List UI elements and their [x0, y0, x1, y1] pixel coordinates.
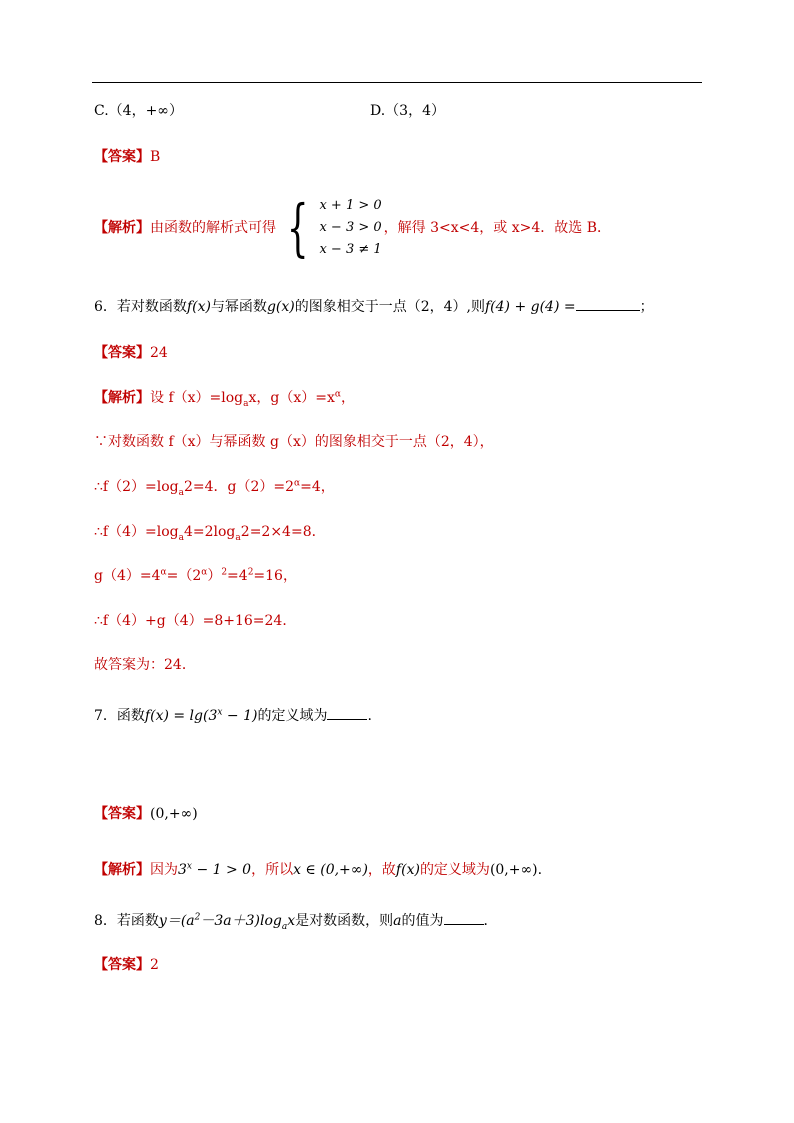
q6-analysis-line-2: ∵对数函数 f（x）与幂函数 g（x）的图象相交于一点（2，4）， [94, 434, 494, 450]
analysis-label: 【解析】 [94, 862, 150, 878]
answer-label: 【答案】 [94, 345, 150, 361]
text: =（2 [166, 568, 202, 584]
q6-blank [576, 296, 640, 311]
superscript: α [334, 389, 341, 400]
option-d: D.（3，4） [370, 103, 445, 119]
q6-analysis-line-1 [94, 388, 355, 408]
q7-stem [94, 705, 372, 726]
text: =16， [253, 568, 297, 584]
text: 设 f（x）=log [150, 390, 244, 406]
text: . [537, 862, 543, 878]
q7-member: x ∈ (0,+∞) [293, 862, 368, 878]
text: ，所以 [251, 862, 294, 878]
text: ． [483, 913, 498, 929]
text: g（4）=4 [94, 568, 161, 584]
text: ∴f（4）=log [94, 524, 179, 540]
q7-blank [327, 705, 367, 720]
superscript: 2 [247, 567, 254, 578]
q6-answer-value: 24 [150, 345, 168, 361]
q6-stem [94, 296, 654, 317]
answer-label: 【答案】 [94, 149, 150, 165]
q6-analysis-line-7: 故答案为：24． [94, 657, 196, 673]
text: 的值为 [401, 913, 444, 929]
text: − 1 > 0 [192, 862, 252, 878]
q8-answer [94, 955, 159, 975]
q6-answer [94, 343, 168, 363]
q8-answer-value: 2 [150, 957, 159, 973]
text: x，g（x）=x [248, 390, 335, 406]
text: 的定义域为 [257, 708, 328, 724]
answer-label: 【答案】 [94, 957, 150, 973]
left-brace-icon: { [286, 191, 309, 264]
text: 3 [178, 862, 187, 878]
equation-system [276, 191, 384, 264]
q5-analysis-prefix: 由函数的解析式可得 [150, 220, 276, 236]
subscript: a [235, 532, 241, 543]
q5-analysis [94, 188, 611, 268]
q6-analysis-line-5 [94, 566, 297, 586]
text: 7．函数 [94, 708, 145, 724]
text: 的定义域为 [419, 862, 490, 878]
text: ） [207, 568, 222, 584]
analysis-label: 【解析】 [94, 390, 150, 406]
q6-stem-a: 6．若对数函数 [94, 299, 187, 315]
text: ∴f（2）=log [94, 479, 179, 495]
q6-fx: f(x) [186, 299, 211, 315]
q5-answer-value: B [150, 149, 161, 165]
system-line: x − 3 > 0 [319, 220, 382, 235]
option-c: C.（4，+∞） [94, 103, 183, 119]
q6-expr: f(4) + g(4) = [484, 299, 576, 315]
q7-inequality [178, 862, 251, 878]
text: ，故 [367, 862, 396, 878]
q6-analysis-line-3 [94, 477, 335, 497]
q7-answer-value: (0,+∞) [150, 806, 198, 822]
subscript: a [281, 921, 288, 932]
text: =4 [227, 568, 248, 584]
text: ， [340, 390, 355, 406]
q6-gx: g(x) [266, 299, 295, 315]
superscript: α [160, 567, 167, 578]
q7-domain: (0,+∞) [489, 862, 538, 878]
q8-blank [444, 910, 484, 925]
superscript: α [201, 567, 208, 578]
q8-variable: a [393, 913, 402, 929]
text: 8．若函数 [94, 913, 159, 929]
subscript: a [243, 398, 249, 409]
analysis-label: 【解析】 [94, 220, 150, 236]
q7-fx: f(x) [395, 862, 420, 878]
q7-function [145, 708, 258, 724]
text: 4=2log [183, 524, 236, 540]
subscript: a [178, 487, 184, 498]
subscript: a [178, 532, 184, 543]
superscript: x [217, 707, 223, 718]
text: －3a＋3)log [200, 913, 282, 929]
superscript: 2 [221, 567, 228, 578]
text: 2=4．g（2）=2 [183, 479, 295, 495]
q6-analysis-line-4 [94, 522, 326, 542]
q6-stem-end: ； [639, 299, 654, 315]
system-line: x + 1 > 0 [319, 198, 382, 213]
q8-function [158, 912, 296, 932]
text: − 1) [222, 708, 258, 724]
q5-analysis-suffix: ，解得 3<x<4，或 x>4．故选 B． [383, 220, 611, 236]
text: 因为 [150, 862, 178, 878]
q7-analysis [94, 860, 542, 880]
answer-label: 【答案】 [94, 806, 150, 822]
q6-stem-c: 的图象相交于一点（2，4）,则 [294, 299, 485, 315]
text: =4， [300, 479, 335, 495]
text: y＝(a [158, 913, 195, 929]
text: f(x) = lg(3 [144, 708, 218, 724]
q8-stem [94, 910, 498, 931]
superscript: x [186, 861, 192, 872]
text: 是对数函数，则 [295, 913, 394, 929]
q5-answer [94, 147, 160, 167]
header-rule [92, 82, 702, 83]
q7-answer [94, 804, 198, 824]
q6-stem-b: 与幂函数 [210, 299, 267, 315]
q6-analysis-line-6: ∴f（4）+g（4）=8+16=24． [94, 613, 297, 629]
text: . [367, 708, 372, 724]
superscript: 2 [194, 912, 201, 923]
text: 2=2×4=8． [240, 524, 326, 540]
system-lines [319, 195, 381, 261]
text: x [287, 913, 296, 929]
superscript: α [294, 478, 301, 489]
system-line: x − 3 ≠ 1 [319, 242, 382, 257]
